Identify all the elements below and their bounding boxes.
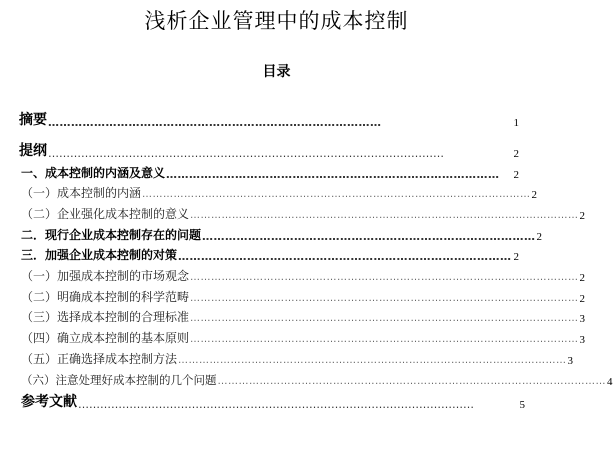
toc-leader: …………………………………………………………………………… xyxy=(202,230,536,243)
toc-leader: …………………………………………………………………………… xyxy=(178,250,512,263)
toc-entry-page: 4 xyxy=(607,376,613,388)
toc-entry-label: （一）成本控制的内涵 xyxy=(21,186,142,200)
toc-entry[interactable] xyxy=(21,328,586,346)
toc-leader: ………………………………………………………………………………………………… xyxy=(190,334,579,345)
toc-entry-label: （五）正确选择成本控制方法 xyxy=(21,352,178,366)
toc-entry[interactable] xyxy=(21,183,538,201)
toc-entry-label: （一）加强成本控制的市场观念 xyxy=(21,269,190,283)
toc-entry[interactable] xyxy=(21,266,586,284)
toc-entry-label: （二）企业强化成本控制的意义 xyxy=(21,207,190,221)
toc-leader: ………………………………………………………………………………………………… xyxy=(190,210,579,221)
toc-entry[interactable] xyxy=(19,111,519,129)
toc-entry[interactable] xyxy=(21,370,613,388)
toc-entry-label: 二．现行企业成本控制存在的问题 xyxy=(21,228,202,242)
toc-entry-label: （三）选择成本控制的合理标准 xyxy=(21,310,190,324)
toc-leader: ………………………………………………………………………………………………… xyxy=(190,272,579,283)
toc-heading: 目录 xyxy=(262,64,291,80)
toc-entry[interactable] xyxy=(21,307,586,325)
toc-leader: ………………………………………………………………………………………………… xyxy=(178,355,567,366)
toc-entry[interactable] xyxy=(21,225,543,243)
toc-entry-label: （六）注意处理好成本控制的几个问题 xyxy=(21,373,217,387)
toc-leader: …………………………………………………………………………… xyxy=(48,116,382,129)
toc-entry-page: 1 xyxy=(513,117,519,129)
toc-entry-page: 2 xyxy=(513,148,519,160)
toc-entry-label: 一、成本控制的内涵及意义 xyxy=(21,166,166,180)
toc-entry-page: 2 xyxy=(579,293,586,305)
toc-entry[interactable] xyxy=(21,204,586,222)
toc-entry-label: （四）确立成本控制的基本原则 xyxy=(21,331,190,345)
toc-entry-page: 2 xyxy=(579,272,586,284)
toc-leader: ……………………………………………………………………………………………… xyxy=(48,147,444,160)
toc-entry[interactable] xyxy=(21,287,586,305)
toc-entry-page: 5 xyxy=(519,399,525,411)
toc-leader: …………………………………………………………………………… xyxy=(166,168,500,181)
toc-entry[interactable] xyxy=(21,393,525,411)
toc-entry-page: 2 xyxy=(579,210,586,222)
toc-entry[interactable] xyxy=(19,142,519,160)
toc-entry-page: 2 xyxy=(513,169,519,181)
toc-entry-page: 3 xyxy=(579,334,586,346)
toc-entry-page: 2 xyxy=(531,189,538,201)
toc-entry-page: 3 xyxy=(579,313,586,325)
toc-leader: ………………………………………………………………………………………………… xyxy=(190,313,579,324)
toc-leader: ………………………………………………………………………………………………… xyxy=(142,189,531,200)
toc-leader: ………………………………………………………………………………………………… xyxy=(217,376,606,387)
toc-leader: ………………………………………………………………………………………………… xyxy=(190,293,579,304)
toc-entry-label: （二）明确成本控制的科学范畴 xyxy=(21,290,190,304)
toc-entry[interactable] xyxy=(21,349,574,367)
toc-entry[interactable] xyxy=(21,245,519,263)
toc-entry-label: 参考文献 xyxy=(21,394,77,410)
toc-entry-label: 摘要 xyxy=(19,112,47,128)
toc-entry-label: 三．加强企业成本控制的对策 xyxy=(21,248,178,262)
toc-entry-page: 2 xyxy=(513,251,519,263)
toc-entry-page: 3 xyxy=(567,355,574,367)
document-title: 浅析企业管理中的成本控制 xyxy=(144,9,409,33)
toc-entry[interactable] xyxy=(21,163,519,181)
toc-entry-page: 2 xyxy=(536,231,543,243)
toc-leader: ……………………………………………………………………………………………… xyxy=(78,398,474,411)
toc-entry-label: 提纲 xyxy=(19,143,47,159)
